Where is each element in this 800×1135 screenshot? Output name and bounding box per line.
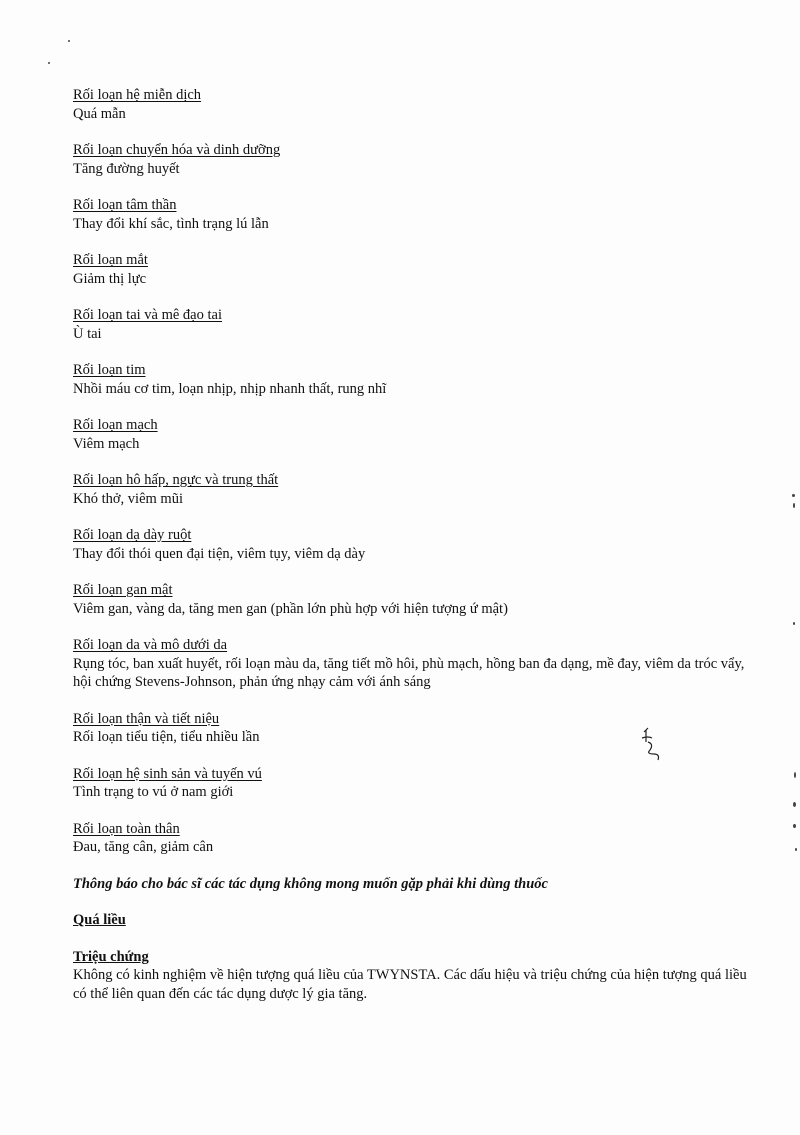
section-body: Rụng tóc, ban xuất huyết, rối loạn màu da, tăng tiết mồ hôi, phù mạch, hồng ban đa dạng, mề đay, viêm da tróc vẩy, hội chứng Stevens-Johnson, phản ứng nhạy cảm với ánh sáng <box>73 655 745 690</box>
section-metabolism <box>73 141 748 178</box>
section-title: Rối loạn dạ dày ruột <box>73 527 192 543</box>
adverse-effects-notice: Thông báo cho bác sĩ các tác dụng không mong muốn gặp phải khi dùng thuốc <box>73 875 548 892</box>
section-title: Rối loạn toàn thân <box>73 820 180 837</box>
section-body: Giảm thị lực <box>73 270 147 287</box>
section-reproductive <box>73 765 748 802</box>
scan-speck <box>48 62 50 64</box>
section-overdose-symptoms <box>73 948 748 1004</box>
symptoms-paragraph: Không có kinh nghiệm về hiện tượng quá liều của TWYNSTA. Các dấu hiệu và triệu chứng của hiện tượng quá liều có thể liên quan đến các tác dụng dược lý gia tăng. <box>73 967 747 1002</box>
section-body: Tăng đường huyết <box>73 160 180 177</box>
section-vascular <box>73 416 748 453</box>
scan-speck <box>794 772 796 778</box>
section-title: Rối loạn thận và tiết niệu <box>73 710 220 727</box>
section-body: Nhồi máu cơ tim, loạn nhịp, nhịp nhanh thất, rung nhĩ <box>73 380 387 397</box>
section-title: Rối loạn hệ miễn dịch <box>73 87 202 103</box>
section-body: Khó thở, viêm mũi <box>73 490 183 507</box>
scan-speck <box>793 824 796 828</box>
section-title: Rối loạn tim <box>73 362 146 378</box>
section-psychiatric <box>73 196 748 233</box>
section-body: Đau, tăng cân, giảm cân <box>73 839 214 855</box>
scan-speck <box>793 802 796 807</box>
section-title: Rối loạn mạch <box>73 417 158 433</box>
overdose-heading: Quá liều <box>73 912 126 928</box>
section-title: Rối loạn hô hấp, ngực và trung thất <box>73 472 279 488</box>
section-body: Viêm mạch <box>73 435 140 452</box>
section-title: Rối loạn gan mật <box>73 582 173 598</box>
scan-speck <box>792 494 795 497</box>
section-body: Quá mẫn <box>73 105 126 122</box>
section-body: Rối loạn tiểu tiện, tiểu nhiều lần <box>73 729 260 745</box>
section-title: Rối loạn tai và mê đạo tai <box>73 307 222 323</box>
scan-speck <box>795 848 797 851</box>
scan-speck <box>793 503 795 508</box>
section-title: Rối loạn mắt <box>73 252 148 268</box>
section-body: Thay đổi thói quen đại tiện, viêm tụy, viêm dạ dày <box>73 545 366 562</box>
section-general <box>73 820 748 857</box>
handwritten-initials-icon <box>638 726 666 762</box>
section-title: Rối loạn hệ sinh sản và tuyến vú <box>73 765 262 782</box>
symptoms-heading: Triệu chứng <box>73 948 149 965</box>
section-skin <box>73 636 748 692</box>
scan-speck <box>68 40 70 42</box>
document-content <box>73 86 748 1021</box>
section-ear <box>73 306 748 343</box>
section-hepatobiliary <box>73 581 748 618</box>
section-cardiac <box>73 361 748 398</box>
section-respiratory <box>73 471 748 508</box>
section-body: Tình trạng to vú ở nam giới <box>73 784 234 800</box>
section-body: Ù tai <box>73 325 102 342</box>
scan-speck <box>793 622 795 625</box>
section-body: Viêm gan, vàng da, tăng men gan (phần lớn phù hợp với hiện tượng ứ mật) <box>73 600 508 617</box>
section-eye <box>73 251 748 288</box>
section-immune <box>73 86 748 123</box>
section-title: Rối loạn chuyển hóa và dinh dưỡng <box>73 142 281 158</box>
section-title: Rối loạn tâm thần <box>73 197 177 213</box>
section-body: Thay đổi khí sắc, tình trạng lú lẫn <box>73 215 269 232</box>
section-gastrointestinal <box>73 526 748 563</box>
section-title: Rối loạn da và mô dưới da <box>73 637 228 653</box>
